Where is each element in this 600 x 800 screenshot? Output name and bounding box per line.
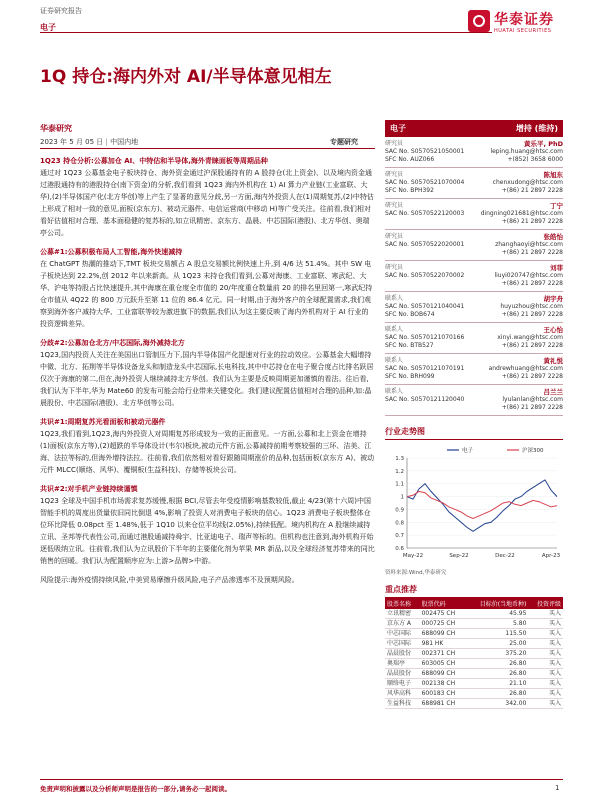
rating-value: 增持 (维持) bbox=[515, 124, 558, 133]
analyst-card bbox=[385, 171, 563, 199]
analyst-name: 丁宁 bbox=[550, 202, 563, 210]
stock-name: 中芯国际 bbox=[385, 629, 420, 639]
analyst-card bbox=[385, 295, 563, 323]
section-body: 1Q23,国内投资人关注在美国出口管制压力下,国内半导体国产化提速对行业的拉动效应。公募基金大幅增持中微、北方、拓荆等半导体设备龙头和制造龙头中芯国际,长电科技,其中中芯持仓在电子聚合度占比排名跃居仅次于海康的第二,但在,海外投资人继续减持北方华创。我们认为主要是反映周期更加谨慎的看法。往后看,我们认为下半年,华为 Mate60 的发布可能会给行业带来关键变化。我们建议配置估值相对合理的品种,如:晶晨股份、中芯国际(港股)、北方华创等公司。 bbox=[40, 351, 374, 407]
x-tick-label: Dec-22 bbox=[495, 553, 515, 559]
analyst-sac: SAC No. S0570521070004 bbox=[385, 179, 465, 186]
analyst-name: 黄礼悦 bbox=[543, 357, 563, 365]
logo-text-cn: 华泰证券 bbox=[494, 12, 554, 28]
series-line-1 bbox=[407, 491, 557, 518]
page-number: 1 bbox=[555, 784, 560, 792]
y-tick-label: 0.9 bbox=[395, 507, 404, 514]
col-header-code: 股票代码 bbox=[420, 598, 466, 609]
header-divider bbox=[40, 32, 492, 33]
analyst-sfc: SFC No. AUZ066 bbox=[385, 156, 435, 163]
region: 中国内地 bbox=[110, 138, 139, 146]
date-separator: | bbox=[105, 138, 108, 146]
sidebar bbox=[385, 120, 563, 709]
section-heading: 共识#2:对手机产业链持续谨慎 bbox=[40, 485, 138, 493]
target-price: 45.95 bbox=[466, 609, 529, 619]
y-tick-label: 1.2 bbox=[395, 468, 404, 475]
analyst-name: 黄乐平, PhD bbox=[523, 140, 563, 148]
legend-label: 沪深300 bbox=[522, 448, 544, 454]
section bbox=[40, 246, 375, 330]
stock-code: 688099 CH bbox=[420, 629, 466, 639]
recommendation-table bbox=[385, 598, 563, 709]
analyst-name: 王心怡 bbox=[543, 326, 563, 334]
chart-svg bbox=[385, 444, 563, 564]
target-price: 5.80 bbox=[466, 619, 529, 629]
report-title: 1Q 持仓:海内外对 AI/半导体意见相左 bbox=[40, 67, 332, 87]
section bbox=[40, 483, 375, 567]
legend-label: 电子 bbox=[462, 448, 474, 454]
analyst-name: 陈旭东 bbox=[543, 171, 563, 179]
table-row bbox=[385, 679, 563, 689]
risk-warning: 风险提示:海外疫情持续风险,中美贸易摩擦升级风险,电子产品渗透率不及预期风险。 bbox=[40, 576, 299, 584]
rating: 买入 bbox=[528, 609, 563, 619]
date-line bbox=[40, 137, 138, 147]
target-price: 25.00 bbox=[466, 639, 529, 649]
analyst-email[interactable]: andrewhuang@htsc.com bbox=[488, 365, 563, 372]
section bbox=[40, 155, 375, 239]
analyst-sac: SAC No. S0570521050001 bbox=[385, 148, 465, 155]
analyst-sfc: SFC No. BPH392 bbox=[385, 187, 434, 194]
analyst-role: 研究员 bbox=[385, 140, 404, 147]
report-type: 专题研究 bbox=[330, 138, 358, 146]
analyst-email[interactable]: leping.huang@htsc.com bbox=[490, 148, 563, 155]
x-tick-label: Sep-22 bbox=[449, 553, 469, 559]
table-row bbox=[385, 609, 563, 619]
rating: 买入 bbox=[528, 669, 563, 679]
stock-code: 688981 CH bbox=[420, 699, 466, 709]
analyst-card bbox=[385, 326, 563, 354]
main-content bbox=[40, 155, 375, 586]
analyst-name: 刘菲 bbox=[550, 264, 563, 272]
stock-code: 002475 CH bbox=[420, 609, 466, 619]
y-tick-label: 1.3 bbox=[395, 456, 404, 462]
rating: 买入 bbox=[528, 679, 563, 689]
analyst-phone: +(86) 21 2897 2228 bbox=[501, 280, 563, 287]
stock-name: 京东方 A bbox=[385, 619, 420, 629]
x-tick-label: Apr-23 bbox=[541, 553, 561, 559]
table-row bbox=[385, 659, 563, 669]
analyst-email[interactable]: zhanghaoyi@htsc.com bbox=[495, 241, 563, 248]
analyst-name: 张皓怡 bbox=[543, 233, 563, 241]
meta-divider bbox=[40, 148, 375, 149]
analyst-phone: +(86) 21 2897 2228 bbox=[501, 342, 563, 349]
sector-tab: 电子 bbox=[40, 23, 56, 32]
analyst-card bbox=[385, 202, 563, 230]
table-body bbox=[385, 609, 563, 709]
analyst-email[interactable]: lyulanlan@htsc.com bbox=[502, 396, 563, 403]
analyst-phone: +(86) 21 2897 2228 bbox=[501, 404, 563, 411]
analyst-card bbox=[385, 357, 563, 385]
company-logo bbox=[468, 8, 568, 38]
target-price: 26.80 bbox=[466, 689, 529, 699]
col-header-name: 股票名称 bbox=[385, 598, 420, 609]
analyst-list bbox=[385, 140, 563, 416]
table-row bbox=[385, 699, 563, 709]
section-heading: 1Q23 持仓分析:公募加仓 AI、中特估和半导体,海外青睐面板等周期品种 bbox=[40, 157, 268, 165]
y-tick-label: 0.7 bbox=[395, 533, 404, 540]
target-price: 26.80 bbox=[466, 669, 529, 679]
analyst-name: 吕兰兰 bbox=[543, 388, 563, 396]
stock-name: 晶晨股份 bbox=[385, 669, 420, 679]
table-section-title: 重点推荐 bbox=[385, 584, 563, 598]
analyst-card bbox=[385, 140, 563, 168]
section-body: 1Q23,我们看到,1Q23,海内外投资人对周期复苏形成较为一致的正面意见。一方面,公募和北上资金在增持(1)面板(京东方等),(2)超跌的半导体设计(韦尔)板块,被动元件方面,公募减持前期考察较强的三环、洁美、江海、法拉等标的,但海外增持法拉。往前看,我们依然相对看好跟随周期涨价的品种,包括面板(京东方 A)、被动元件 MLCC(顺络、风华)、覆铜板(生益科技)、存储等板块公司。 bbox=[40, 430, 375, 474]
stock-name: 风华高科 bbox=[385, 689, 420, 699]
analyst-email[interactable]: dingning021681@htsc.com bbox=[480, 210, 563, 217]
rating: 买入 bbox=[528, 649, 563, 659]
industry-chart bbox=[385, 444, 563, 566]
stock-name: 奥瑞亭 bbox=[385, 659, 420, 669]
analyst-role: 联系人 bbox=[385, 388, 404, 395]
analyst-sfc: SFC No. BTB527 bbox=[385, 342, 434, 349]
analyst-sfc: SFC No. BOB674 bbox=[385, 311, 435, 318]
stock-code: 000725 CH bbox=[420, 619, 466, 629]
rating: 买入 bbox=[528, 639, 563, 649]
target-price: 342.00 bbox=[466, 699, 529, 709]
section-body: 1Q23 全球及中国手机市场需求复苏缓慢,根据 BCI,尽管去年受疫情影响基数较低,截止 4/23(第十六周)中国智能手机的周度出货量依旧同比倒退 4%,影响了投资人对消费电子板块的信心。1Q23 消费电子板块整体仓位环比降低 0.08pct 至 1.48%,低于 1Q10 以来仓位平均线(2.05%),持续低配。境内机构在 A 股继续减持立讯、圣邦等代表性公司,而通过港股通减持舜宇、比亚迪电子、瑞声等标的。但机构也注意到,海外机构开始逐低吸纳立讯。往前看,我们认为立讯股价下半年的主要催化剂为苹果 MR 新品,以及全球经济复苏带来的同比销售的回暖。我们认为配置顺序应为:上游>品牌>中游。 bbox=[40, 497, 375, 565]
section-body: 在 ChatGPT 热潮的推动下,TMT 板块交易额占 A 股总交易额比例快速上升,到 4/6 达 51.4%。其中 SW 电子板块达到 22.2%,创 2012 年以来新高。从 1Q23 末持仓我们看到,公募对海康、工业富联、寒武纪、大华、沪电等持股占比快速提升,其中海康在重仓度全市值的 20/年度重仓数量前 20 的排名里回第一,寒武纪持仓市值从 4Q22 的 800 万元跃升至第 11 位的 86.4 亿元。同一时期,由于海外客户的全球配置需求,我们观察到海外客户减持大华、工业富联等较为激进旗下的数据,我们认为这主要反映了海内外机构对于 AI 行业的投资逻辑差异。 bbox=[40, 260, 373, 328]
analyst-email[interactable]: liuyi020747@htsc.com bbox=[494, 272, 563, 279]
analyst-email[interactable]: xinyi.wang@htsc.com bbox=[497, 334, 563, 341]
section-heading: 共识#1:周期复苏光看面板和被动元器件 bbox=[40, 418, 166, 426]
section-heading: 分歧#2:公募加仓北方/中芯国际,海外减持北方 bbox=[40, 339, 185, 347]
stock-code: 603005 CH bbox=[420, 659, 466, 669]
analyst-email[interactable]: chenxudong@htsc.com bbox=[492, 179, 563, 186]
section bbox=[40, 416, 375, 476]
report-date: 2023 年 5 月 05 日 bbox=[40, 138, 104, 146]
logo-mark-icon bbox=[468, 10, 490, 32]
rating-sector: 电子 bbox=[390, 124, 406, 133]
stock-code: 600183 CH bbox=[420, 689, 466, 699]
target-price: 21.10 bbox=[466, 679, 529, 689]
analyst-sac: SAC No. S0570121070166 bbox=[385, 334, 465, 341]
analyst-name: 胡宇舟 bbox=[543, 295, 563, 303]
stock-name: 晶晨股份 bbox=[385, 649, 420, 659]
footer-disclaimer: 免责声明和披露以及分析师声明是报告的一部分,请务必一起阅读。 bbox=[40, 785, 231, 793]
analyst-card bbox=[385, 264, 563, 292]
logo-text-en: HUATAI SECURITIES bbox=[494, 28, 552, 34]
analyst-card bbox=[385, 388, 563, 416]
analyst-sac: SAC No. S0570121120040 bbox=[385, 396, 465, 403]
target-price: 26.80 bbox=[466, 659, 529, 669]
analyst-card bbox=[385, 233, 563, 261]
research-label: 华泰研究 bbox=[40, 124, 72, 133]
series-line-0 bbox=[407, 480, 557, 531]
rating: 买入 bbox=[528, 619, 563, 629]
analyst-role: 联系人 bbox=[385, 357, 404, 364]
analyst-sfc: SFC No. BRH099 bbox=[385, 373, 435, 380]
footer-divider bbox=[40, 779, 563, 780]
section-heading: 公募#1:公募积极布局人工智能,海外快速减持 bbox=[40, 248, 183, 256]
analyst-sac: SAC No. S0570522020001 bbox=[385, 241, 465, 248]
analyst-role: 研究员 bbox=[385, 171, 404, 178]
section bbox=[40, 337, 375, 409]
stock-name: 中芯国际 bbox=[385, 639, 420, 649]
analyst-phone: +(86) 21 2897 2228 bbox=[501, 373, 563, 380]
y-tick-label: 1 bbox=[400, 494, 404, 501]
col-header-rating: 投资评级 bbox=[528, 598, 563, 609]
analyst-role: 联系人 bbox=[385, 326, 404, 333]
analyst-role: 研究员 bbox=[385, 264, 404, 271]
stock-name: 生益科技 bbox=[385, 699, 420, 709]
col-header-target: 目标价(当地币种) bbox=[466, 598, 529, 609]
table-row bbox=[385, 629, 563, 639]
analyst-phone: +(86) 21 2897 2228 bbox=[501, 249, 563, 256]
rating: 买入 bbox=[528, 629, 563, 639]
analyst-phone: +(86) 21 2897 2228 bbox=[501, 187, 563, 194]
analyst-role: 研究员 bbox=[385, 202, 404, 209]
analyst-phone: +(852) 3658 6000 bbox=[507, 156, 563, 163]
chart-section-title: 行业走势图 bbox=[385, 426, 563, 440]
analyst-sac: SAC No. S0570522070002 bbox=[385, 272, 465, 279]
y-tick-label: 0.6 bbox=[395, 546, 404, 552]
rating: 买入 bbox=[528, 689, 563, 699]
target-price: 115.50 bbox=[466, 629, 529, 639]
analyst-role: 研究员 bbox=[385, 233, 404, 240]
table-header-row bbox=[385, 598, 563, 609]
analyst-sac: SAC No. S0570121070191 bbox=[385, 365, 465, 372]
analyst-phone: +(86) 21 2897 2228 bbox=[501, 311, 563, 318]
stock-code: 002138 CH bbox=[420, 679, 466, 689]
analyst-email[interactable]: huyuzhou@htsc.com bbox=[500, 303, 563, 310]
analyst-phone: +(86) 21 2897 2228 bbox=[501, 218, 563, 225]
table-row bbox=[385, 619, 563, 629]
report-label: 证券研究报告 bbox=[40, 7, 82, 15]
table-row bbox=[385, 669, 563, 679]
table-row bbox=[385, 689, 563, 699]
stock-code: 981 HK bbox=[420, 639, 466, 649]
target-price: 375.20 bbox=[466, 649, 529, 659]
rating-bar bbox=[385, 120, 563, 137]
stock-name: 立讯精密 bbox=[385, 609, 420, 619]
table-row bbox=[385, 649, 563, 659]
x-tick-label: May-22 bbox=[402, 553, 424, 559]
table-row bbox=[385, 639, 563, 649]
y-tick-label: 0.8 bbox=[395, 520, 404, 527]
section-body: 通过对 1Q23 公募基金电子板块持仓、海外资金通过沪深股通持有的 A 股持仓(北上资金)、以及境内资金通过港股通持有的港股持仓(南下资金)的分析,我们看到 1Q23 海内外机构在 1) AI 算力产业链(工业富联、大华),(2)半导体国产化(北方华创)等上产生了显著的意见分歧,另一方面,海内外投资人在(1)周期复苏,(2)中特估上形成了相对一致的意见,面板(京东方)、被动元器件、电信运营商(中移动 H)等广受关注。往前看,我们相对看好估值相对合理、基本面稳健的复苏标的,如立讯精密、京东方、晶晨、中芯国际(港股)、北方华创、奥瑞亭公司。 bbox=[40, 169, 374, 237]
y-tick-label: 1.1 bbox=[395, 481, 404, 488]
analyst-sac: SAC No. S0570522120003 bbox=[385, 210, 465, 217]
stock-code: 688099 CH bbox=[420, 669, 466, 679]
stock-code: 002371 CH bbox=[420, 649, 466, 659]
rating: 买入 bbox=[528, 699, 563, 709]
analyst-sac: SAC No. S0570121040041 bbox=[385, 303, 465, 310]
chart-source: 资料来源:Wind,华泰研究 bbox=[385, 570, 447, 576]
rating: 买入 bbox=[528, 659, 563, 669]
analyst-role: 联系人 bbox=[385, 295, 404, 302]
stock-name: 顺络电子 bbox=[385, 679, 420, 689]
